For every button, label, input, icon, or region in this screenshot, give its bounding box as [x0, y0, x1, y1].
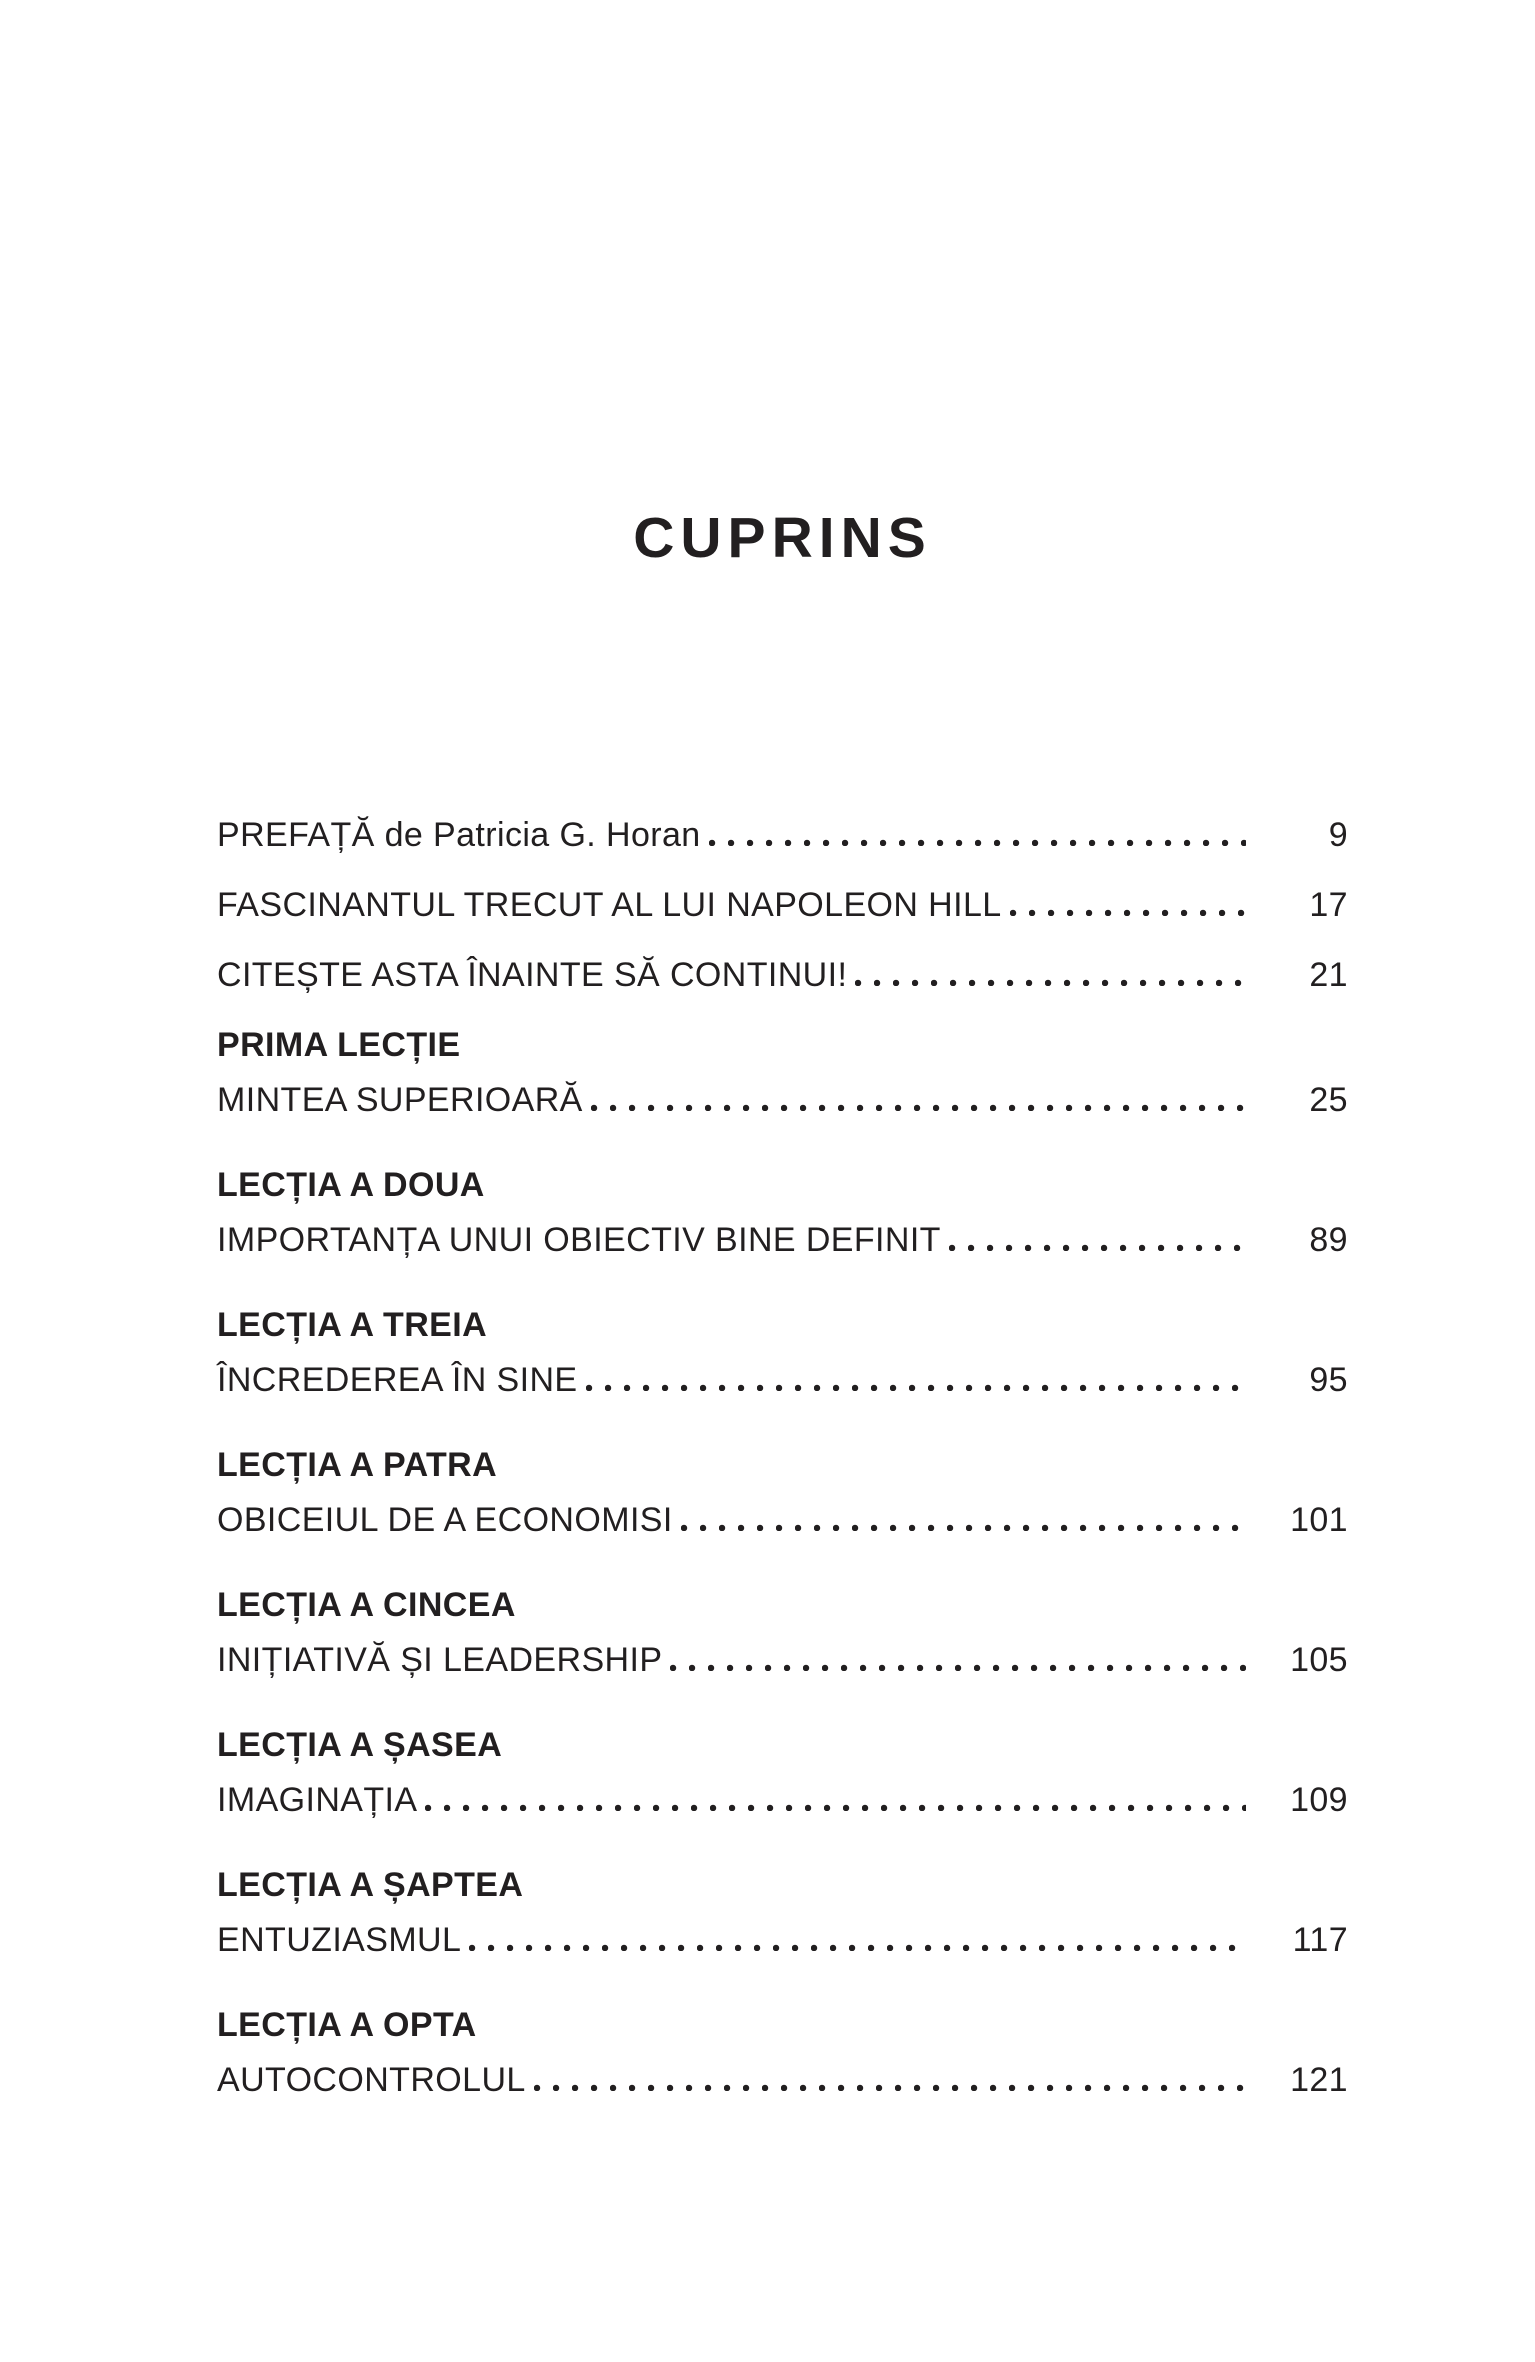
dot-leader — [709, 838, 1246, 846]
toc-entry-page-number: 9 — [1328, 816, 1348, 854]
toc-entry-page-number: 25 — [1309, 1081, 1348, 1119]
toc-entry — [217, 886, 1348, 924]
toc-entry-page-number: 121 — [1290, 2061, 1348, 2099]
section-heading: LECȚIA A ȘASEA — [217, 1726, 503, 1764]
page-title: CUPRINS — [633, 506, 932, 570]
toc-entry — [217, 1921, 1348, 1959]
toc-section — [217, 1446, 1348, 1539]
toc-section — [217, 1726, 1348, 1819]
dot-leader — [469, 1943, 1246, 1951]
section-heading: LECȚIA A ȘAPTEA — [217, 1866, 524, 1904]
toc-entry — [217, 816, 1348, 854]
toc-sections — [217, 1026, 1348, 2099]
toc-section — [217, 1306, 1348, 1399]
toc-entry — [217, 1501, 1348, 1539]
section-heading: LECȚIA A OPTA — [217, 2006, 477, 2044]
toc-entry-label: OBICEIUL DE A ECONOMISI — [217, 1501, 673, 1539]
dot-leader — [425, 1803, 1246, 1811]
toc-entry-label: IMPORTANȚA UNUI OBIECTIV BINE DEFINIT — [217, 1221, 941, 1259]
toc-entry — [217, 956, 1348, 994]
toc-entry-label: AUTOCONTROLUL — [217, 2061, 526, 2099]
toc-entry-page-number: 95 — [1309, 1361, 1348, 1399]
toc-entry — [217, 1081, 1348, 1119]
toc-entry-page-number: 89 — [1309, 1221, 1348, 1259]
toc-entry-label: MINTEA SUPERIOARĂ — [217, 1081, 583, 1119]
dot-leader — [670, 1663, 1246, 1671]
toc-entry-label: IMAGINAȚIA — [217, 1781, 418, 1819]
toc-entry-page-number: 21 — [1309, 956, 1348, 994]
toc-entry-page-number: 101 — [1290, 1501, 1348, 1539]
dot-leader — [586, 1383, 1247, 1391]
dot-leader — [534, 2083, 1246, 2091]
toc-entry-label: CITEȘTE ASTA ÎNAINTE SĂ CONTINUI! — [217, 956, 848, 994]
section-heading: PRIMA LECȚIE — [217, 1026, 461, 1064]
toc-page — [217, 0, 1348, 2146]
section-heading: LECȚIA A CINCEA — [217, 1586, 516, 1624]
dot-leader — [681, 1523, 1246, 1531]
toc-entry — [217, 2061, 1348, 2099]
toc-entry-page-number: 105 — [1290, 1641, 1348, 1679]
dot-leader — [591, 1103, 1246, 1111]
toc-entry-page-number: 17 — [1309, 886, 1348, 924]
toc-entry — [217, 1641, 1348, 1679]
toc-section — [217, 2006, 1348, 2099]
dot-leader — [1010, 908, 1246, 916]
dot-leader — [949, 1243, 1246, 1251]
toc-entry-page-number: 117 — [1292, 1921, 1348, 1959]
toc-section — [217, 1866, 1348, 1959]
section-heading: LECȚIA A DOUA — [217, 1166, 485, 1204]
toc-entry — [217, 1781, 1348, 1819]
toc-entry-label: ÎNCREDEREA ÎN SINE — [217, 1361, 578, 1399]
toc-section — [217, 1586, 1348, 1679]
toc-entry-page-number: 109 — [1290, 1781, 1348, 1819]
toc-entry-label: ENTUZIASMUL — [217, 1921, 462, 1959]
toc-entry — [217, 1361, 1348, 1399]
toc-entry-label: PREFAȚĂ de Patricia G. Horan — [217, 816, 701, 854]
toc-section — [217, 1166, 1348, 1259]
section-heading: LECȚIA A PATRA — [217, 1446, 498, 1484]
dot-leader — [855, 978, 1246, 986]
toc-entry-label: INIȚIATIVĂ ȘI LEADERSHIP — [217, 1641, 663, 1679]
toc-entry-label: FASCINANTUL TRECUT AL LUI NAPOLEON HILL — [217, 886, 1002, 924]
front-matter-list — [217, 816, 1348, 994]
section-heading: LECȚIA A TREIA — [217, 1306, 488, 1344]
toc-section — [217, 1026, 1348, 1119]
toc-entry — [217, 1221, 1348, 1259]
